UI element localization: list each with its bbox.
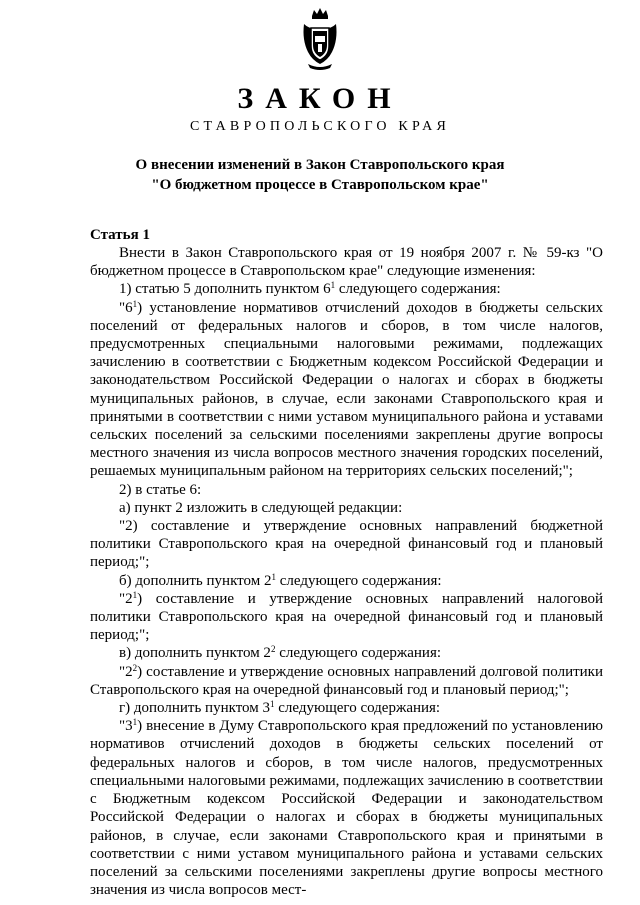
- paragraph-item-2v: в) дополнить пунктом $2^2$ следующего содержания:: [119, 644, 442, 662]
- law-heading-line-2: "О бюджетном процессе в Ставропольском крае": [151, 177, 489, 193]
- paragraph-point-2-1: "$2^1$) составление и утверждение основных направлений налоговой политики Ставропольского края на очередной финансовый год и плановый период;";: [90, 589, 603, 644]
- document-title: ЗАКОН: [237, 82, 403, 115]
- paragraph-intro: Внести в Закон Ставропольского края от 19 ноября 2007 г. № 59-кз "О бюджетном процессе в Ставропольском крае" следующие изменения:: [90, 245, 603, 280]
- paragraph-item-2: 2) в статье 6:: [119, 481, 202, 498]
- article-body: [90, 244, 603, 899]
- law-heading: [0, 155, 640, 195]
- coat-of-arms-icon: [300, 6, 340, 70]
- paragraph-point-2-2: "$2^2$) составление и утверждение основных направлений долговой политики Ставропольского края на очередной финансовый год и плановый период;";: [90, 662, 603, 698]
- article-title: Статья 1: [90, 227, 150, 243]
- paragraph-item-2b: б) дополнить пунктом $2^1$ следующего содержания:: [119, 571, 442, 589]
- paragraph-item-6-1: "$6^1$) установление нормативов отчислений доходов в бюджеты сельских поселений от федеральных налогов и сборов, в том числе налогов, предусмотренных специальными налоговыми режимами, подлежащих зачислению в соответствии с Бюджетным кодексом Российской Федерации и законодательством Российской Федерации о налогах и сборах в бюджеты муниципальных районов, в случае, если законами Ставропольского края и принятыми в соответствии с ними уставом муниципального района и уставами сельских поселений за сельскими поселениями закреплены другие вопросы местного значения из числа вопросов местного значения городских поселений, решаемых муниципальным районом на территориях сельских поселений;";: [90, 298, 603, 480]
- paragraph-point-3-1: "$3^1$) внесение в Думу Ставропольского края предложений по установлению нормативов отчислений доходов в бюджеты сельских поселений от федеральных налогов и сборов, в том числе налогов, предусмотренных специальными налоговыми режимами, подлежащих зачислению в соответствии с Бюджетным кодексом Российской Федерации и законодательством Российской Федерации о налогах и сборах в бюджеты муниципальных районов, в случае, если законами Ставропольского края и принятыми в соответствии с ними уставом муниципального района и уставами сельских поселений за сельскими поселениями закреплены другие вопросы местного значения из числа вопросов мест-: [90, 717, 603, 899]
- paragraph-item-2a: а) пункт 2 изложить в следующей редакции:: [119, 499, 403, 516]
- paragraph-point-2: "2) составление и утверждение основных направлений бюджетной политики Ставропольского края на очередной финансовый год и плановый период;";: [90, 518, 603, 571]
- law-heading-line-1: О внесении изменений в Закон Ставропольского края: [135, 157, 505, 173]
- paragraph-item-1: 1) статью 5 дополнить пунктом $6^1$ следующего содержания:: [119, 280, 501, 298]
- document-subtitle: СТАВРОПОЛЬСКОГО КРАЯ: [190, 119, 450, 134]
- paragraph-item-2g: г) дополнить пунктом $3^1$ следующего содержания:: [119, 699, 441, 717]
